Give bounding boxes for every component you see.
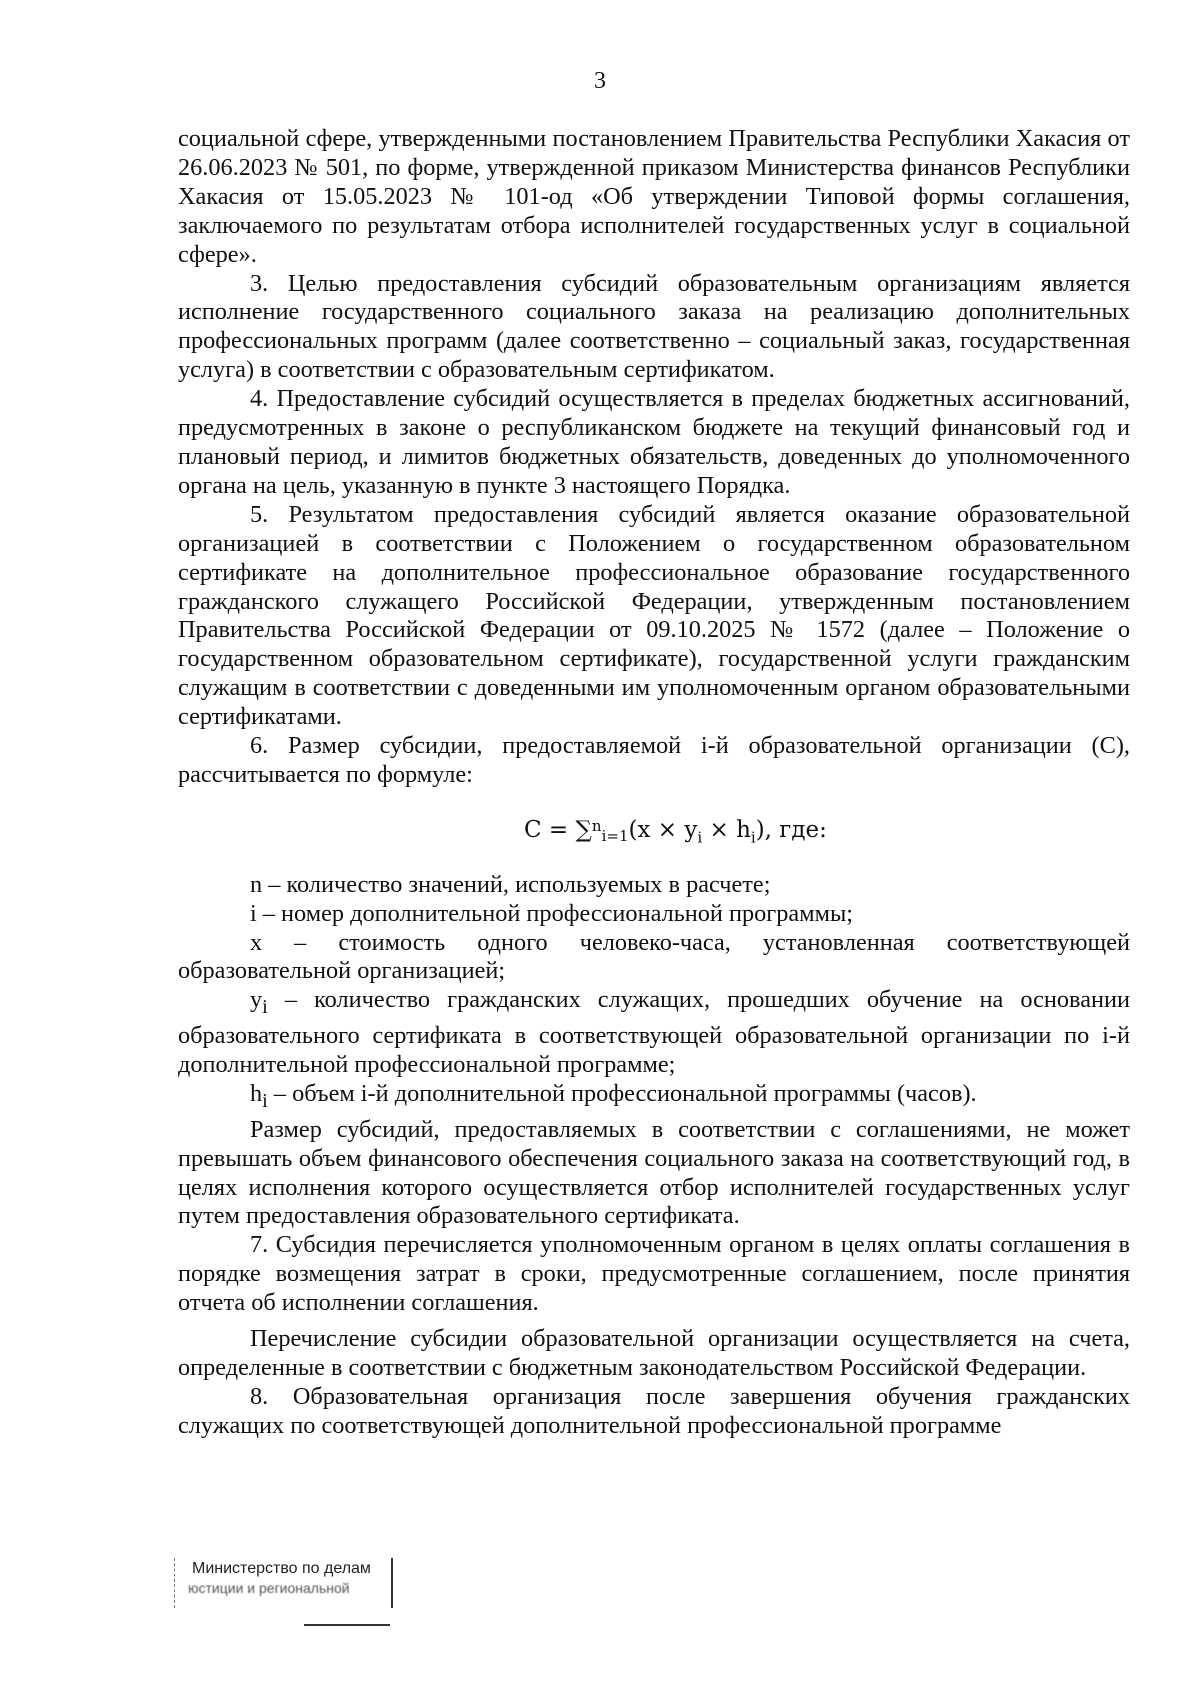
definition-h-sub: i <box>262 1089 268 1112</box>
stamp-line-1: Министерство по делам <box>192 1560 371 1577</box>
formula-h-sub: i <box>750 828 756 847</box>
definition-i: i – номер дополнительной профессиональной программы; <box>250 899 854 927</box>
stamp-underline <box>304 1624 390 1626</box>
definition-y-symbol: y <box>250 986 263 1014</box>
paragraph-3: 3. Целью предоставления субсидий образовательным организациям является исполнение государственного социального заказа на реализацию дополнительных профессиональных программ (далее соответственно – социальный заказ, государственная услуга) в соответствии с образовательным сертификатом. <box>178 269 1130 384</box>
definition-y <box>178 986 1130 1080</box>
definition-h-text: – объем i-й дополнительной профессиональной программы (часов). <box>267 1079 977 1107</box>
paragraph-5: 5. Результатом предоставления субсидий является оказание образовательной организацией в соответствии с Положением о государственном образовательном сертификате на дополнительное профессиональное образование государственного гражданского служащего Российской Федерации, утвержденным постановлением Правительства Российской Федерации от 09.10.2025 № 1572 (далее – Положение о государственном образовательном сертификате), государственной услуги гражданским служащим в соответствии с доведенными им уполномоченным органом образовательными сертификатами. <box>178 500 1130 731</box>
formula-sum-limits <box>591 816 629 845</box>
formula-y-sub: i <box>697 828 703 847</box>
paragraph-continuation: социальной сфере, утвержденными постановлением Правительства Республики Хакасия от 26.06.2023 № 501, по форме, утвержденной приказом Министерства финансов Республики Хакасия от 15.05.2023 № 101-од «Об утверждении Типовой формы соглашения, заключаемого по результатам отбора исполнителей государственных услуг в социальной сфере». <box>178 125 1130 268</box>
definition-x: x – стоимость одного человеко-часа, установленная соответствующей образовательной организацией; <box>178 928 1130 985</box>
paragraph-8: 8. Образовательная организация после завершения обучения гражданских служащих по соответствующей дополнительной профессиональной программе <box>178 1382 1130 1439</box>
formula-open: (x × y <box>628 816 698 843</box>
stamp-line-2: юстиции и региональной <box>188 1580 350 1596</box>
document-body <box>178 125 1130 1441</box>
formula-lhs: C = ∑ <box>524 816 592 843</box>
paragraph-4: 4. Предоставление субсидий осуществляется в пределах бюджетных ассигнований, предусмотренных в законе о республиканском бюджете на текущий финансовый год и плановый период, и лимитов бюджетных обязательств, доведенных до уполномоченного органа на цель, указанную в пункте 3 настоящего Порядка. <box>178 385 1130 499</box>
definition-y-text: – количество гражданских служащих, прошедших обучение на основании образовательного сертификата в соответствующей образовательной организации по i-й дополнительной профессиональной программе; <box>178 986 1130 1079</box>
paragraph-7-transfer: Перечисление субсидии образовательной организации осуществляется на счета, определенные в соответствии с бюджетным законодательством Российской Федерации. <box>178 1325 1130 1381</box>
paragraph-7: 7. Субсидия перечисляется уполномоченным органом в целях оплаты соглашения в порядке возмещения затрат в сроки, предусмотренные соглашением, после принятия отчета об исполнении соглашения. <box>178 1231 1130 1317</box>
paragraph-subsidy-limit: Размер субсидий, предоставляемых в соответствии с соглашениями, не может превышать объем финансового обеспечения социального заказа на соответствующий год, в целях исполнения которого осуществляется отбор исполнителей государственных услуг путем предоставления образовательного сертификата. <box>178 1115 1130 1230</box>
formula-sum-upper: n <box>591 816 602 835</box>
ministry-stamp <box>174 1558 392 1628</box>
paragraph-6: 6. Размер субсидии, предоставляемой i-й образовательной организации (C), рассчитывается по формуле: <box>178 732 1130 788</box>
definition-y-sub: i <box>262 996 268 1019</box>
formula-close: ), где: <box>755 816 827 843</box>
subsidy-formula <box>178 816 1130 847</box>
definition-h-symbol: h <box>250 1079 263 1107</box>
formula-sum-lower: i=1 <box>601 826 629 845</box>
definition-n: n – количество значений, используемых в расчете; <box>250 870 771 898</box>
page-number: 3 <box>594 68 606 94</box>
formula-times: × h <box>702 816 751 843</box>
definition-h <box>178 1080 1130 1116</box>
